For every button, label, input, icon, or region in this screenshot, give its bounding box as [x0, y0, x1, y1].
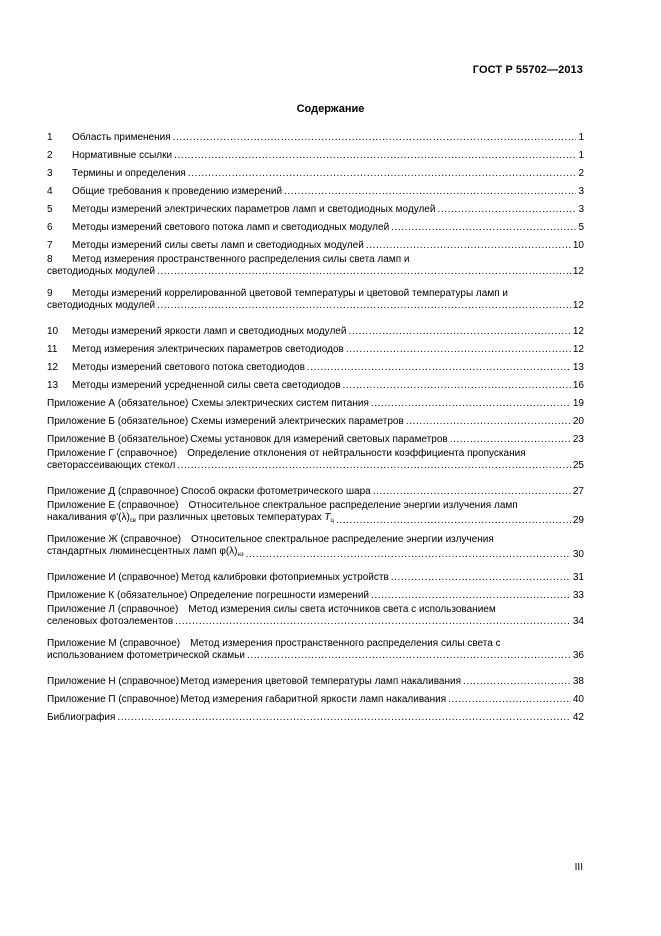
- toc-leader-dots: [174, 150, 576, 162]
- toc-entry-title: Схемы установок для измерений световых параметров: [190, 434, 448, 445]
- toc-entry-page: 12: [572, 326, 584, 337]
- toc-annex-label: Приложение Ж (справочное): [47, 534, 182, 545]
- toc-annex-m[interactable]: [47, 636, 584, 670]
- toc-entry-13[interactable]: [47, 374, 584, 392]
- toc-annex-d[interactable]: [47, 480, 584, 498]
- toc-entry-title: Методы измерений электрических параметров ламп и светодиодных модулей: [72, 204, 436, 215]
- toc-entry-number: 12: [47, 362, 59, 373]
- toc-entry-number: 4: [47, 186, 53, 197]
- toc-entry-number: 7: [47, 240, 53, 251]
- toc-entry-page: 42: [572, 712, 584, 723]
- toc-entry-number: 6: [47, 222, 53, 233]
- toc-entry-page: 10: [572, 240, 584, 251]
- toc-entry-title-line2: использованием фотометрической скамьи: [47, 650, 245, 661]
- toc-entry-title: Методы измерений усредненной силы света светодиодов: [72, 380, 341, 391]
- toc-entry-number: 1: [47, 132, 53, 143]
- toc-entry-title: Методы измерений яркости ламп и светодиодных модулей: [72, 326, 347, 337]
- toc-annex-p[interactable]: [47, 688, 584, 706]
- toc-leader-dots: [346, 344, 571, 356]
- toc-entry-title: Метод измерения электрических параметров светодиодов: [72, 344, 344, 355]
- toc-leader-dots: [117, 712, 570, 724]
- toc-entry-page: 13: [572, 362, 584, 373]
- toc-entry-title-line1: Метод измерения пространственного распределения силы света с: [190, 638, 501, 649]
- toc-entry-page: 36: [572, 650, 584, 661]
- toc-entry-title: Методы измерений светового потока ламп и светодиодных модулей: [72, 222, 390, 233]
- toc-leader-dots: [157, 266, 571, 278]
- toc-entry-9[interactable]: [47, 286, 584, 320]
- toc-leader-dots: [175, 616, 571, 628]
- toc-entry-page: 27: [572, 486, 584, 497]
- toc-entry-title: Метод измерения габаритной яркости ламп накаливания: [180, 694, 447, 705]
- toc-entry-title: Общие требования к проведению измерений: [72, 186, 283, 197]
- toc-annex-k[interactable]: [47, 584, 584, 602]
- toc-entry-page: 30: [572, 549, 584, 560]
- toc-entry-title-line2: светорассеивающих стекол: [47, 460, 176, 471]
- toc-annex-label: Приложение Б (обязательное): [47, 416, 189, 427]
- toc-leader-dots: [373, 486, 571, 498]
- toc-entry-title: Метод калибровки фотоприемных устройств: [181, 572, 389, 583]
- toc-entry-title: Метод измерения цветовой температуры ламп накаливания: [180, 676, 461, 687]
- toc-leader-dots: [437, 204, 576, 216]
- toc-annex-label: Приложение И (справочное): [47, 572, 179, 583]
- toc-entry-number: 8: [47, 254, 53, 265]
- toc-entry-title-line2: стандартных люминесцентных ламп $\varphi(\lambda)_{нз}$: [47, 546, 244, 558]
- toc-entry-title-line1: Относительное спектральное распределение энергии излучения: [191, 534, 494, 545]
- toc-leader-dots: [177, 460, 571, 472]
- toc-entry-1[interactable]: [47, 126, 584, 144]
- toc-entry-title: Нормативные ссылки: [72, 150, 173, 161]
- toc-entry-title-line1: Метод измерения силы света источников света с использованием: [188, 604, 496, 615]
- toc-entry-title-line1: Метод измерения пространственного распределения силы света ламп и: [72, 254, 410, 265]
- toc-entry-7[interactable]: [47, 234, 584, 252]
- toc-leader-dots: [173, 132, 577, 144]
- toc-entry-page: 34: [572, 616, 584, 627]
- toc-leader-dots: [406, 416, 571, 428]
- toc-annex-label: Приложение Л (справочное): [47, 604, 179, 615]
- toc-entry-title-line2: светодиодных модулей: [47, 266, 156, 277]
- toc-annex-label: Приложение В (обязательное): [47, 434, 189, 445]
- toc-entry-page: 23: [572, 434, 584, 445]
- toc-leader-dots: [463, 676, 571, 688]
- toc-entry-title: Методы измерений светового потока светодиодов: [72, 362, 305, 373]
- toc-leader-dots: [247, 650, 571, 662]
- toc-annex-v[interactable]: [47, 428, 584, 446]
- toc-entry-page: 5: [578, 222, 584, 233]
- toc-annex-b[interactable]: [47, 410, 584, 428]
- toc-entry-page: 12: [572, 300, 584, 311]
- table-of-contents: [47, 126, 584, 724]
- toc-annex-a[interactable]: [47, 392, 584, 410]
- toc-leader-dots: [246, 549, 571, 561]
- toc-entry-page: 19: [572, 398, 584, 409]
- toc-annex-n[interactable]: [47, 670, 584, 688]
- toc-leader-dots: [348, 326, 570, 338]
- toc-annex-label: Приложение Н (справочное): [47, 676, 180, 687]
- toc-entry-title-line2: накаливания $\varphi'(\lambda)_{св}$ при различных цветовых температурах $T_ц$: [47, 512, 334, 524]
- toc-bibliography[interactable]: [47, 706, 584, 724]
- toc-entry-page: 29: [572, 515, 584, 526]
- toc-entry-number: 9: [47, 288, 53, 299]
- toc-entry-page: 40: [572, 694, 584, 705]
- toc-entry-page: 1: [578, 150, 584, 161]
- toc-entry-title: Методы измерений силы светы ламп и светодиодных модулей: [72, 240, 364, 251]
- toc-annex-l[interactable]: [47, 602, 584, 636]
- toc-entry-title: Область применения: [72, 132, 171, 143]
- toc-leader-dots: [448, 694, 571, 706]
- toc-entry-page: 2: [578, 168, 584, 179]
- toc-annex-zh[interactable]: [47, 532, 584, 566]
- toc-leader-dots: [284, 186, 576, 198]
- toc-annex-label: Приложение М (справочное): [47, 638, 181, 649]
- toc-entry-title: Определение погрешности измерений: [189, 590, 369, 601]
- toc-leader-dots: [157, 300, 571, 312]
- toc-title: Содержание: [296, 103, 365, 115]
- toc-entry-12[interactable]: [47, 356, 584, 374]
- toc-entry-page: 20: [572, 416, 584, 427]
- toc-annex-g[interactable]: [47, 446, 584, 480]
- toc-entry-page: 3: [578, 186, 584, 197]
- toc-entry-page: 33: [572, 590, 584, 601]
- toc-entry-10[interactable]: [47, 320, 584, 338]
- toc-annex-i[interactable]: [47, 566, 584, 584]
- toc-entry-3[interactable]: [47, 162, 584, 180]
- toc-entry-4[interactable]: [47, 180, 584, 198]
- toc-annex-label: Приложение Д (справочное): [47, 486, 179, 497]
- toc-entry-title: Термины и определения: [72, 168, 186, 179]
- toc-entry-title: Библиография: [47, 712, 116, 723]
- toc-annex-label: Приложение Г (справочное): [47, 448, 178, 459]
- toc-entry-page: 31: [572, 572, 584, 583]
- toc-annex-label: Приложение К (обязательное): [47, 590, 188, 601]
- toc-entry-page: 12: [572, 266, 584, 277]
- toc-entry-title-line1: Относительное спектральное распределение энергии излучения ламп: [188, 500, 518, 511]
- toc-entry-title-line1: Определение отклонения от нейтральности коэффициента пропускания: [187, 448, 526, 459]
- toc-entry-2[interactable]: [47, 144, 584, 162]
- toc-annex-label: Приложение Е (справочное): [47, 500, 179, 511]
- toc-leader-dots: [336, 515, 571, 527]
- toc-leader-dots: [188, 168, 577, 180]
- toc-entry-page: 12: [572, 344, 584, 355]
- toc-leader-dots: [307, 362, 571, 374]
- toc-entry-page: 3: [578, 204, 584, 215]
- toc-entry-page: 16: [572, 380, 584, 391]
- toc-entry-title-line2: светодиодных модулей: [47, 300, 156, 311]
- toc-entry-number: 2: [47, 150, 53, 161]
- toc-entry-number: 5: [47, 204, 53, 215]
- toc-entry-page: 38: [572, 676, 584, 687]
- toc-entry-number: 11: [47, 344, 58, 355]
- toc-entry-number: 13: [47, 380, 59, 391]
- toc-entry-number: 10: [47, 326, 59, 337]
- toc-annex-label: Приложение П (справочное): [47, 694, 179, 705]
- toc-entry-title: Способ окраски фотометрического шара: [180, 486, 371, 497]
- toc-entry-number: 3: [47, 168, 53, 179]
- toc-entry-6[interactable]: [47, 216, 584, 234]
- toc-entry-title-line1: Методы измерений коррелированной цветовой температуры и цветовой температуры ламп и: [72, 288, 508, 299]
- toc-leader-dots: [391, 222, 576, 234]
- document-standard-number: ГОСТ Р 55702—2013: [472, 64, 583, 76]
- toc-entry-title: Схемы измерений электрических параметров: [190, 416, 404, 427]
- toc-entry-8[interactable]: [47, 252, 584, 286]
- toc-leader-dots: [371, 590, 571, 602]
- page-number: III: [574, 862, 583, 873]
- toc-entry-11[interactable]: [47, 338, 584, 356]
- toc-entry-title-line2: селеновых фотоэлементов: [47, 616, 174, 627]
- toc-entry-5[interactable]: [47, 198, 584, 216]
- toc-leader-dots: [450, 434, 571, 446]
- toc-leader-dots: [343, 380, 571, 392]
- toc-annex-label: Приложение А (обязательное): [47, 398, 189, 409]
- toc-leader-dots: [391, 572, 571, 584]
- toc-leader-dots: [366, 240, 571, 252]
- toc-entry-title: Схемы электрических систем питания: [191, 398, 369, 409]
- toc-annex-e[interactable]: [47, 498, 584, 532]
- toc-entry-page: 1: [578, 132, 584, 143]
- toc-leader-dots: [371, 398, 571, 410]
- toc-entry-page: 25: [572, 460, 584, 471]
